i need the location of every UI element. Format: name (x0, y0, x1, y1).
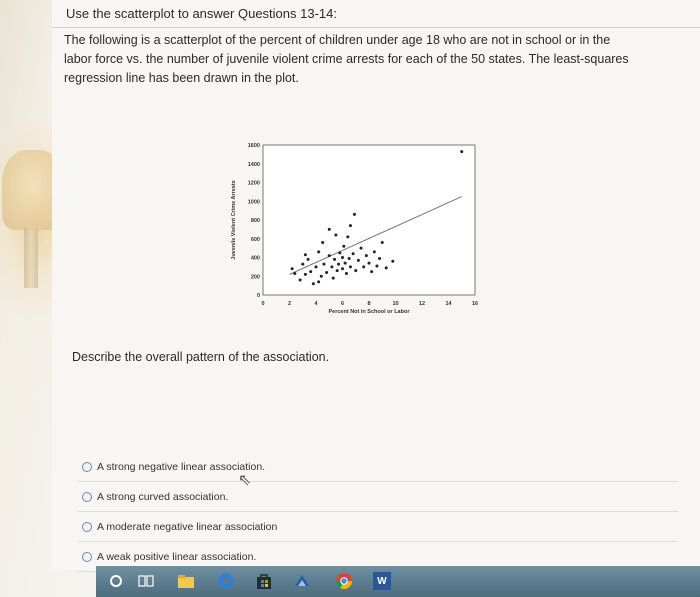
data-point (293, 272, 296, 275)
data-point (345, 272, 348, 275)
mail-icon[interactable] (292, 571, 312, 591)
y-axis-label: Juvenile Violent Crime Arrests (231, 180, 237, 260)
data-point (342, 245, 345, 248)
radio-button[interactable] (82, 552, 92, 562)
data-point (391, 260, 394, 263)
question-description: The following is a scatterplot of the percent of children under age 18 who are not in school or in the labor force vs. the number of juvenile violent crime arrests for each of the 50 states. The least-squares regression line has been drawn in the plot. (64, 33, 629, 85)
edge-icon[interactable] (216, 571, 236, 591)
scatterplot (225, 135, 485, 325)
x-tick-label: 16 (471, 301, 479, 307)
task-view-icon[interactable] (136, 571, 156, 591)
question-header: Use the scatterplot to answer Questions 13-14: (52, 0, 700, 28)
answer-option-3[interactable] (78, 512, 678, 542)
answer-label: A strong curved association. (97, 490, 229, 503)
file-explorer-icon[interactable] (176, 571, 196, 591)
store-icon[interactable] (254, 571, 274, 591)
data-point (336, 269, 339, 272)
x-tick-label: 0 (261, 301, 265, 307)
mouse-cursor-icon: ⇖ (238, 472, 252, 489)
start-circle-icon[interactable] (106, 571, 126, 591)
data-point (307, 258, 310, 261)
lamp-base (24, 228, 38, 288)
data-point (299, 279, 302, 282)
data-point (346, 235, 349, 238)
answer-label: A weak positive linear association. (97, 550, 257, 563)
y-tick-label: 1000 (247, 199, 260, 206)
data-point (341, 267, 344, 270)
y-tick-label: 1600 (247, 143, 260, 149)
data-point (291, 267, 294, 270)
chrome-icon[interactable] (334, 571, 354, 591)
y-tick-label: 1400 (247, 161, 260, 168)
answer-label: A moderate negative linear association (97, 520, 278, 533)
y-tick-label: 200 (250, 274, 260, 281)
y-tick-label: 400 (250, 255, 260, 262)
data-point (378, 257, 381, 260)
data-point (332, 277, 335, 280)
word-icon-label: W (373, 572, 391, 590)
data-point (338, 251, 341, 254)
data-point (385, 266, 388, 269)
data-point (328, 254, 331, 257)
data-point (349, 224, 352, 227)
data-point (328, 228, 331, 231)
scatterplot-svg (225, 135, 485, 325)
data-point (315, 265, 318, 268)
x-tick-label: 4 (314, 301, 318, 307)
data-point (344, 262, 347, 265)
data-point (337, 263, 340, 266)
data-point (365, 254, 368, 257)
data-point (322, 263, 325, 266)
data-point (353, 213, 356, 216)
x-tick-label: 14 (445, 301, 452, 307)
data-point (333, 258, 336, 261)
data-point (312, 282, 315, 285)
x-axis-label: Percent Not in School or Labor (328, 309, 410, 315)
x-tick-label: 10 (392, 301, 399, 307)
data-point (348, 257, 351, 260)
data-point (330, 265, 333, 268)
data-point (320, 275, 323, 278)
x-tick-label: 6 (340, 301, 345, 307)
data-point (304, 273, 307, 276)
word-icon[interactable] (372, 571, 392, 591)
data-point (368, 262, 371, 265)
data-point (370, 270, 373, 273)
radio-button[interactable] (82, 522, 92, 532)
data-point (325, 271, 328, 274)
answer-option-1[interactable] (78, 452, 678, 482)
y-tick-label: 1200 (247, 180, 260, 187)
data-point (317, 250, 320, 253)
data-point (352, 252, 355, 255)
x-tick-label: 2 (287, 301, 292, 307)
answer-label: A strong negative linear association. (97, 460, 266, 473)
data-point (304, 253, 307, 256)
y-tick-label: 600 (250, 236, 260, 243)
radio-button[interactable] (82, 492, 92, 502)
data-point (460, 150, 463, 153)
data-point (357, 259, 360, 262)
x-tick-label: 12 (418, 301, 426, 307)
data-point (381, 241, 384, 244)
data-point (362, 265, 365, 268)
data-point (373, 250, 376, 253)
data-point (354, 269, 357, 272)
question-prompt: Describe the overall pattern of the association. (72, 350, 330, 364)
radio-button[interactable] (82, 462, 92, 472)
data-point (341, 256, 344, 259)
y-tick-label: 0 (256, 293, 260, 299)
y-tick-label: 800 (250, 218, 260, 224)
data-point (360, 247, 363, 250)
data-point (317, 280, 320, 283)
data-point (309, 270, 312, 273)
data-point (349, 265, 352, 268)
answer-option-2[interactable] (78, 482, 678, 512)
data-point (301, 263, 304, 266)
taskbar (96, 566, 700, 597)
data-point (321, 241, 324, 244)
x-tick-label: 8 (367, 301, 371, 307)
data-point (334, 234, 337, 237)
data-point (375, 264, 378, 267)
